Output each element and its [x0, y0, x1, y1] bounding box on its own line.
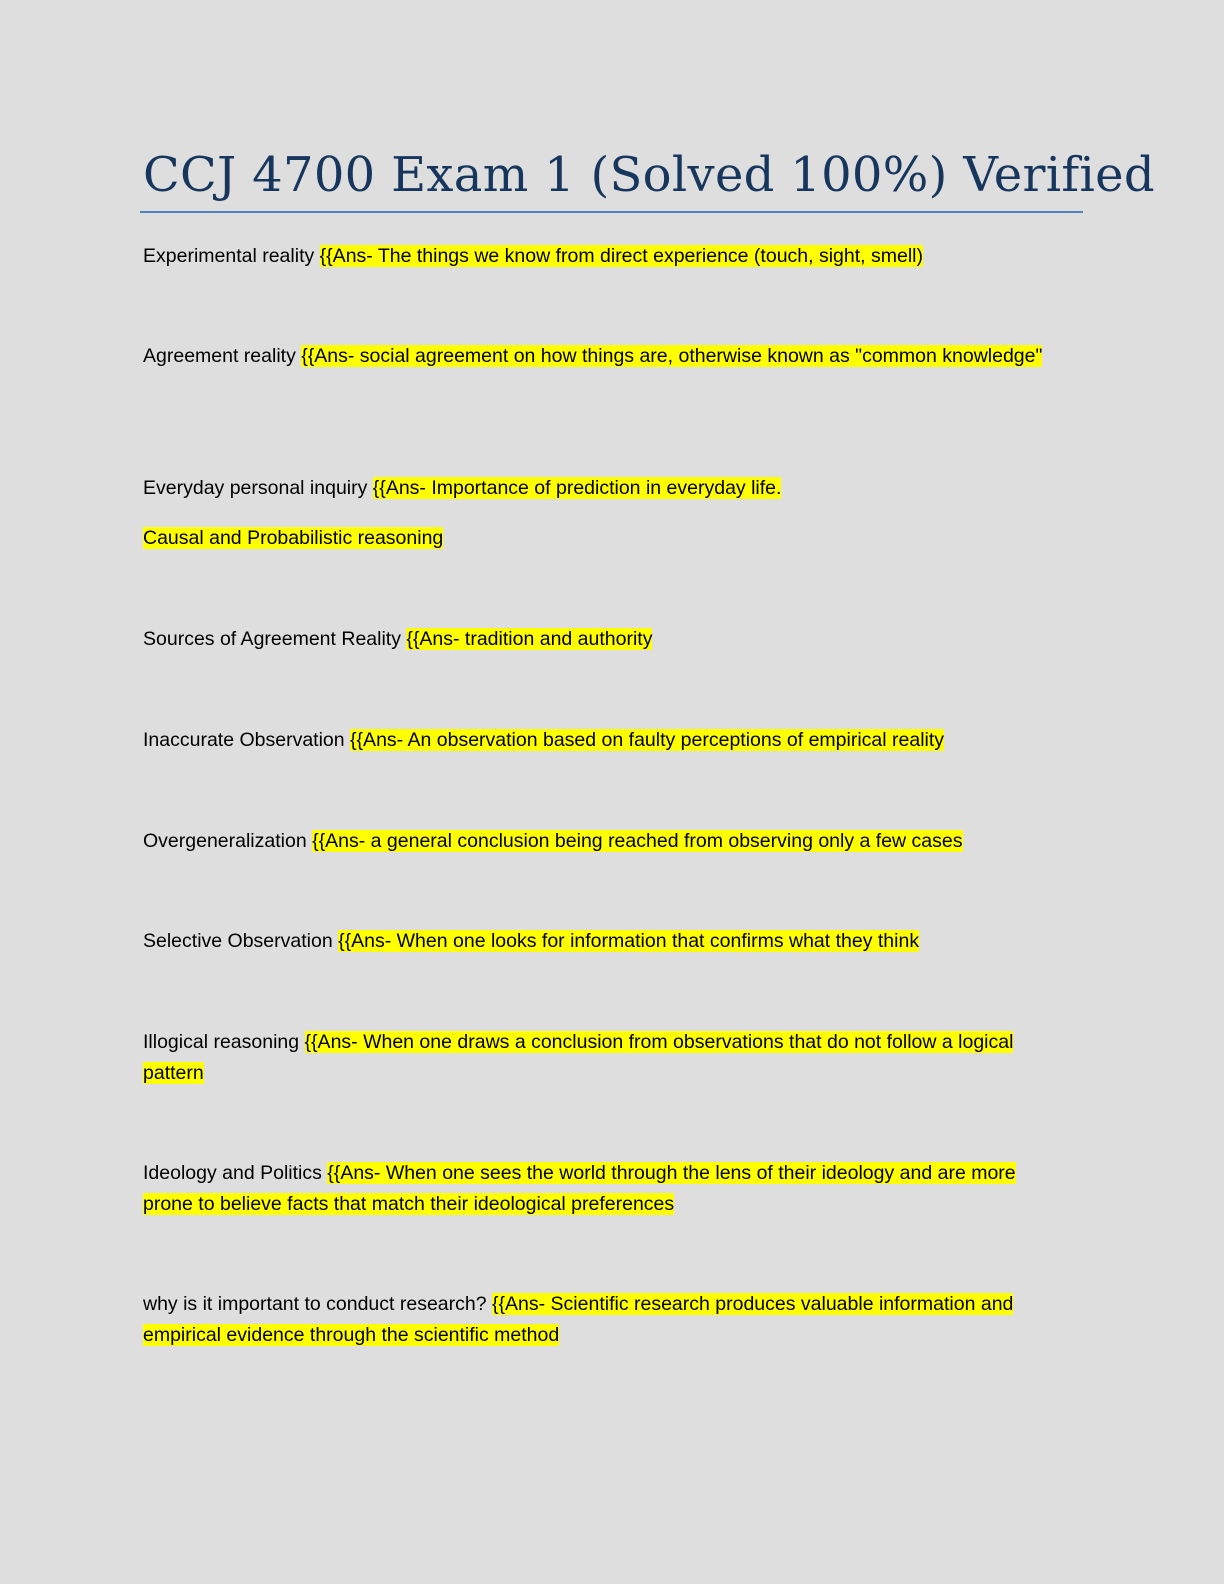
term-text: Selective Observation: [143, 930, 333, 952]
answer-text: {{Ans- a general conclusion being reached from observing only a few cases: [312, 830, 963, 852]
qa-item-why-conduct-research: [143, 1289, 1063, 1351]
answer-text: {{Ans- social agreement on how things are, otherwise known as "common knowledge": [301, 345, 1043, 367]
qa-item-inaccurate-observation: [143, 725, 1063, 756]
term-text: Sources of Agreement Reality: [143, 628, 401, 650]
answer-text: {{Ans- When one sees the world through the lens of their ideology and are more prone to believe facts that match their ideological preferences: [143, 1162, 1016, 1215]
term-text: Inaccurate Observation: [143, 729, 345, 751]
term-text: Experimental reality: [143, 245, 315, 267]
answer-text: {{Ans- The things we know from direct experience (touch, sight, smell): [319, 245, 923, 267]
qa-item-everyday-personal-inquiry-continued: [143, 523, 1063, 554]
qa-item-overgeneralization: [143, 826, 1063, 857]
qa-item-experimental-reality: [143, 241, 1063, 272]
qa-item-agreement-reality: [143, 341, 1063, 372]
term-text: Agreement reality: [143, 345, 296, 367]
qa-item-selective-observation: [143, 926, 1063, 957]
answer-extra-text: Causal and Probabilistic reasoning: [143, 527, 444, 549]
qa-item-sources-of-agreement-reality: [143, 624, 1063, 655]
qa-item-ideology-and-politics: [143, 1158, 1063, 1220]
term-text: Overgeneralization: [143, 830, 307, 852]
answer-text: {{Ans- An observation based on faulty perceptions of empirical reality: [350, 729, 945, 751]
page-title: CCJ 4700 Exam 1 (Solved 100%) Verified: [143, 147, 1155, 203]
qa-item-illogical-reasoning: [143, 1027, 1063, 1089]
qa-item-everyday-personal-inquiry: [143, 473, 1063, 504]
answer-text: {{Ans- Importance of prediction in everyday life.: [372, 477, 782, 499]
answer-text: {{Ans- When one draws a conclusion from observations that do not follow a logical pattern: [143, 1031, 1014, 1084]
term-text: why is it important to conduct research?: [143, 1293, 487, 1315]
answer-text: {{Ans- tradition and authority: [406, 628, 653, 650]
term-text: Illogical reasoning: [143, 1031, 300, 1053]
term-text: Ideology and Politics: [143, 1162, 322, 1184]
answer-text: {{Ans- When one looks for information that confirms what they think: [338, 930, 920, 952]
answer-text: {{Ans- Scientific research produces valuable information and empirical evidence through the scientific method: [143, 1293, 1014, 1346]
title-underline: [140, 211, 1083, 213]
term-text: Everyday personal inquiry: [143, 477, 368, 499]
